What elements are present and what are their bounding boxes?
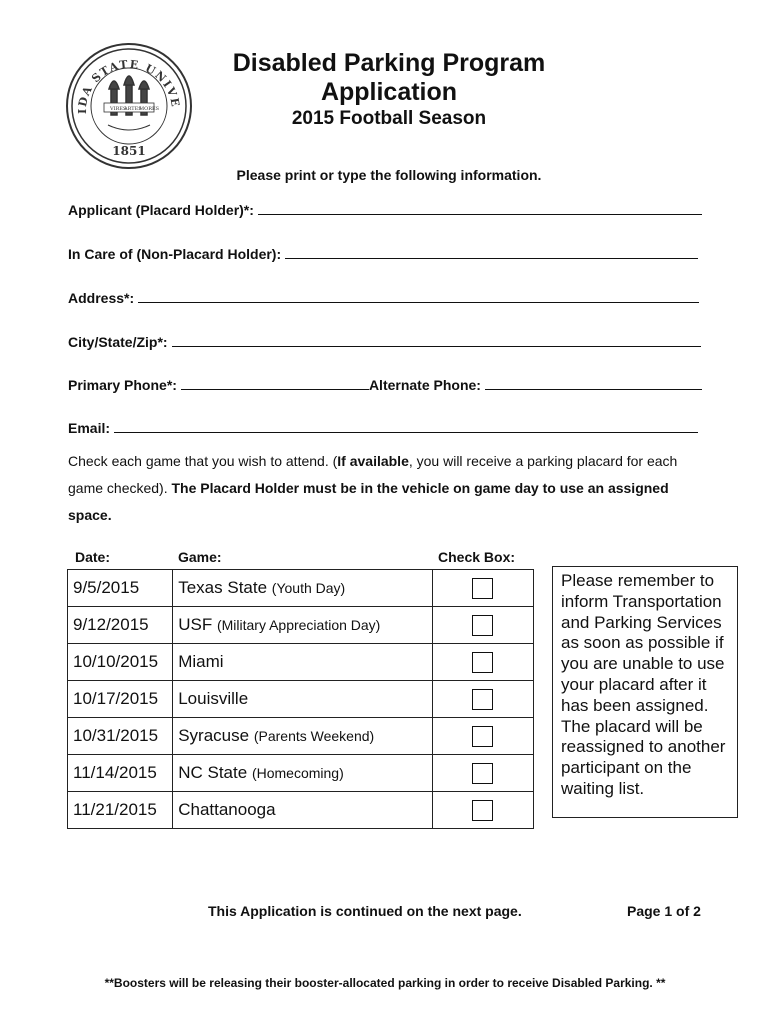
game-date: 11/21/2015 xyxy=(68,792,173,829)
page-title-line2: Application xyxy=(320,78,458,106)
table-row xyxy=(68,792,534,829)
email-label: Email: xyxy=(68,420,111,436)
game-name: NC State xyxy=(178,763,248,782)
address-field xyxy=(68,286,699,306)
season-subtitle: 2015 Football Season xyxy=(291,108,487,129)
alternate-phone-input-line[interactable] xyxy=(485,388,702,390)
game-checkbox[interactable] xyxy=(472,689,493,710)
paragraph-bold-2: The Placard Holder must be in the vehicle on game day to use an assigned space. xyxy=(68,480,669,523)
game-note: (Youth Day) xyxy=(271,580,346,596)
game-cell xyxy=(173,607,433,644)
game-date: 9/12/2015 xyxy=(68,607,173,644)
paragraph-bold-1: If available xyxy=(337,453,409,469)
instruction-text: Please print or type the following information. xyxy=(236,167,542,183)
applicant-label: Applicant (Placard Holder)*: xyxy=(68,202,254,218)
game-name: Texas State xyxy=(178,578,268,597)
check-column-header: Check Box: xyxy=(438,549,516,565)
game-note: (Homecoming) xyxy=(251,765,344,781)
game-checkbox[interactable] xyxy=(472,763,493,784)
paragraph-text-2: , you will receive a parking placard for each game checked). xyxy=(68,453,678,496)
table-row xyxy=(68,681,534,718)
city-state-zip-label: City/State/Zip*: xyxy=(68,334,168,350)
game-date: 9/5/2015 xyxy=(68,570,173,607)
game-name: Miami xyxy=(178,652,224,671)
game-cell xyxy=(173,718,433,755)
table-row xyxy=(68,718,534,755)
game-cell xyxy=(173,570,433,607)
game-note: (Military Appreciation Day) xyxy=(216,617,381,633)
game-column-header: Game: xyxy=(178,549,222,565)
in-care-of-label: In Care of (Non-Placard Holder): xyxy=(68,246,282,262)
check-cell xyxy=(432,644,533,681)
seal-university-text: IDA STATE UNIVE xyxy=(75,57,183,114)
paragraph-text-1: Check each game that you wish to attend. ( xyxy=(68,453,338,469)
check-cell xyxy=(432,792,533,829)
game-cell xyxy=(173,755,433,792)
address-label: Address*: xyxy=(68,290,135,306)
table-row xyxy=(68,755,534,792)
instructions-paragraph xyxy=(68,448,708,529)
table-row xyxy=(68,607,534,644)
game-checkbox[interactable] xyxy=(472,615,493,636)
game-note: (Parents Weekend) xyxy=(253,728,375,744)
game-name: Syracuse xyxy=(178,726,250,745)
game-date: 11/14/2015 xyxy=(68,755,173,792)
city-state-zip-input-line[interactable] xyxy=(172,345,701,347)
check-cell xyxy=(432,718,533,755)
game-cell xyxy=(173,644,433,681)
continued-notice: This Application is continued on the next page. xyxy=(208,903,522,919)
check-cell xyxy=(432,681,533,718)
boosters-footer-note: **Boosters will be releasing their booster-allocated parking in order to receive Disabled Parking. ** xyxy=(104,976,666,990)
game-name: USF xyxy=(178,615,213,634)
seal-motto-2: ARTES xyxy=(124,106,142,112)
game-date: 10/31/2015 xyxy=(68,718,173,755)
page-number: Page 1 of 2 xyxy=(627,903,701,919)
phone-fields xyxy=(68,373,702,393)
check-cell xyxy=(432,607,533,644)
applicant-field xyxy=(68,198,702,218)
alternate-phone-label: Alternate Phone: xyxy=(368,377,481,393)
games-table xyxy=(67,569,534,829)
game-date: 10/10/2015 xyxy=(68,644,173,681)
check-cell xyxy=(432,570,533,607)
game-name: Louisville xyxy=(178,689,249,708)
university-seal xyxy=(66,43,192,169)
primary-phone-label: Primary Phone*: xyxy=(68,377,177,393)
email-field xyxy=(68,416,698,436)
applicant-input-line[interactable] xyxy=(258,213,702,215)
city-state-zip-field xyxy=(68,330,701,350)
game-checkbox[interactable] xyxy=(472,800,493,821)
game-checkbox[interactable] xyxy=(472,578,493,599)
game-cell xyxy=(173,792,433,829)
seal-motto-3: MORES xyxy=(139,106,160,112)
game-checkbox[interactable] xyxy=(472,652,493,673)
table-row xyxy=(68,644,534,681)
reminder-box: Please remember to inform Transportation and Parking Services as soon as possible if you are unable to use your placard after it has been assigned. The placard will be reassigned to another participant on the waiting list. xyxy=(552,566,738,818)
date-column-header: Date: xyxy=(75,549,111,565)
game-cell xyxy=(173,681,433,718)
table-row xyxy=(68,570,534,607)
check-cell xyxy=(432,755,533,792)
in-care-of-field xyxy=(68,242,698,262)
game-date: 10/17/2015 xyxy=(68,681,173,718)
in-care-of-input-line[interactable] xyxy=(285,257,698,259)
game-checkbox[interactable] xyxy=(472,726,493,747)
email-input-line[interactable] xyxy=(114,431,698,433)
primary-phone-input-line[interactable] xyxy=(181,388,369,390)
game-name: Chattanooga xyxy=(178,800,276,819)
seal-motto-1: VIRES xyxy=(110,106,127,112)
seal-year: 1851 xyxy=(112,144,146,158)
address-input-line[interactable] xyxy=(138,301,699,303)
page-title: Disabled Parking Program xyxy=(232,49,546,77)
